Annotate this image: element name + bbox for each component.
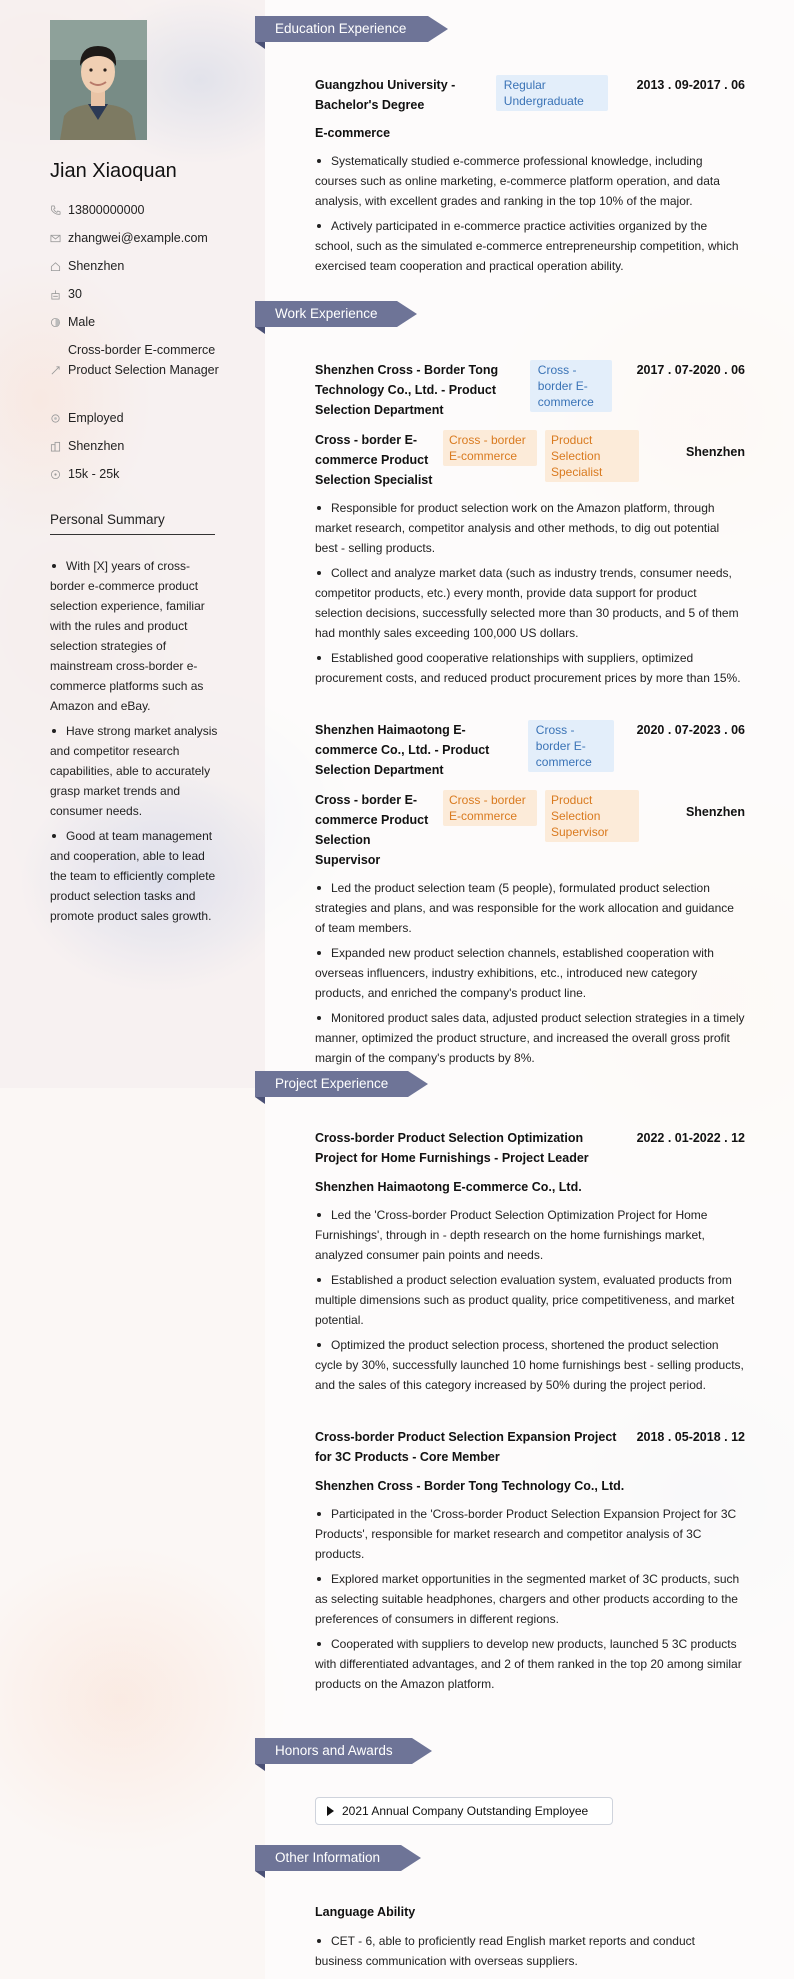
work-bullets bbox=[315, 498, 745, 688]
contact-email: zhangwei@example.com bbox=[50, 228, 220, 248]
contact-list bbox=[50, 200, 220, 492]
role-title: Cross - border E-commerce Product Selection Specialist bbox=[315, 433, 433, 487]
role-tag: Cross - border E-commerce bbox=[443, 430, 537, 466]
list-item: Expanded new product selection channels, established cooperation with overseas influencers, industry exhibitions, etc., introduced new category products, and enriched the company's product line. bbox=[315, 946, 714, 1000]
role-tag: Product Selection Specialist bbox=[545, 430, 639, 482]
salary-icon bbox=[50, 464, 68, 484]
status-icon bbox=[50, 408, 68, 428]
industry-tag: Cross - border E-commerce bbox=[528, 720, 614, 772]
degree-tag: Regular Undergraduate bbox=[496, 75, 608, 111]
contact-age: 30 bbox=[50, 284, 220, 304]
contact-position: Cross-border E-commerce Product Selection Manager bbox=[50, 340, 220, 400]
work-bullets bbox=[315, 878, 745, 1068]
list-item: Optimized the product selection process, shortened the product selection cycle by 30%, successfully launched 10 home furnishings best - selling products, and the sales of this category increased by 50% during the project period. bbox=[315, 1338, 744, 1392]
contact-city: Shenzhen bbox=[50, 436, 220, 456]
list-item: Established good cooperative relationships with suppliers, optimized procurement costs, and reduced product procurement prices by more than 15%. bbox=[315, 651, 741, 685]
briefcase-icon bbox=[50, 340, 68, 400]
work-entry bbox=[315, 360, 745, 693]
list-item: Established a product selection evaluation system, evaluated products from multiple dimensions such as product quality, price competitiveness, and market potential. bbox=[315, 1273, 735, 1327]
contact-phone: 13800000000 bbox=[50, 200, 220, 220]
list-item: With [X] years of cross-border e-commerce product selection experience, familiar with the rules and product selection strategies of mainstream cross-border e-commerce platforms such as Amazon and eBay. bbox=[50, 559, 205, 713]
mail-icon bbox=[50, 228, 68, 248]
list-item: Responsible for product selection work on the Amazon platform, through market research, competitor analysis and other methods, to dig out potential best - selling products. bbox=[315, 501, 720, 555]
project-bullets bbox=[315, 1504, 745, 1694]
project-entry bbox=[315, 1427, 745, 1699]
work-date: 2020 . 07-2023 . 06 bbox=[636, 723, 745, 737]
education-bullets bbox=[315, 151, 745, 276]
list-item: Led the product selection team (5 people), formulated product selection strategies and plans, and was responsible for the work allocation and guidance of team members. bbox=[315, 881, 734, 935]
avatar bbox=[50, 20, 147, 140]
list-item: Collect and analyze market data (such as industry trends, consumer needs, competitor products, etc.) every month, provide data support for product selection decisions, successfully selected more than 30 products, and 5 of them had monthly sales exceeding 100,000 US dollars. bbox=[315, 566, 739, 640]
list-item: Monitored product sales data, adjusted product selection strategies in a timely manner, optimized the product structure, and increased the overall gross profit margin of the company's products by 8%. bbox=[315, 1011, 745, 1065]
list-item: Led the 'Cross-border Product Selection Optimization Project for Home Furnishings', through in - depth research on the home furnishings market, analyzed consumer pain points and needs. bbox=[315, 1208, 708, 1262]
project-company: Shenzhen Cross - Border Tong Technology Co., Ltd. bbox=[315, 1479, 625, 1493]
education-date: 2013 . 09-2017 . 06 bbox=[636, 78, 745, 92]
role-tag: Cross - border E-commerce bbox=[443, 790, 537, 826]
project-title: Cross-border Product Selection Optimization Project for Home Furnishings - Project Leader bbox=[315, 1131, 589, 1165]
list-item: Participated in the 'Cross-border Product Selection Expansion Project for 3C Products', responsible for market research and competitor analysis of 3C products. bbox=[315, 1507, 737, 1561]
project-date: 2022 . 01-2022 . 12 bbox=[636, 1131, 745, 1145]
list-item: Actively participated in e-commerce practice activities organized by the school, such as the simulated e-commerce entrepreneurship competition, which exercised team cooperation and practical operation ability. bbox=[315, 219, 739, 273]
contact-salary: 15k - 25k bbox=[50, 464, 220, 484]
phone-icon bbox=[50, 200, 68, 220]
role-title: Cross - border E-commerce Product Selection Supervisor bbox=[315, 793, 429, 867]
project-bullets bbox=[315, 1205, 745, 1395]
home-icon bbox=[50, 256, 68, 276]
school-name: Guangzhou University - Bachelor's Degree bbox=[315, 78, 456, 112]
role-tag: Product Selection Supervisor bbox=[545, 790, 639, 842]
company-name: Shenzhen Cross - Border Tong Technology Co., Ltd. - Product Selection Department bbox=[315, 363, 499, 417]
industry-tag: Cross - border E-commerce bbox=[530, 360, 612, 412]
list-item: Cooperated with suppliers to develop new products, launched 5 3C products with differentiated advantages, and 2 of them ranked in the top 20 among similar products on the Amazon platform. bbox=[315, 1637, 742, 1691]
education-entry bbox=[315, 75, 745, 281]
profile-name: Jian Xiaoquan bbox=[50, 160, 177, 182]
list-item: Explored market opportunities in the segmented market of 3C products, such as selecting suitable headphones, chargers and other products according to the preferences of consumers in different regions. bbox=[315, 1572, 740, 1626]
work-city: Shenzhen bbox=[685, 445, 745, 459]
contact-gender: Male bbox=[50, 312, 220, 332]
list-item: CET - 6, able to proficiently read English market reports and conduct business communication with overseas suppliers. bbox=[315, 1934, 695, 1968]
contact-status: Employed bbox=[50, 408, 220, 428]
other-entry bbox=[315, 1902, 745, 1976]
other-bullets bbox=[315, 1931, 745, 1971]
list-item: Good at team management and cooperation, able to lead the team to efficiently complete product selection tasks and promote product sales growth. bbox=[50, 829, 216, 923]
award-item[interactable]: 2021 Annual Company Outstanding Employee bbox=[315, 1797, 613, 1825]
age-icon bbox=[50, 284, 68, 304]
project-title: Cross-border Product Selection Expansion Project for 3C Products - Core Member bbox=[315, 1430, 617, 1464]
personal-summary-title: Personal Summary bbox=[50, 512, 215, 535]
work-entry bbox=[315, 720, 745, 1073]
project-entry bbox=[315, 1128, 745, 1400]
project-company: Shenzhen Haimaotong E-commerce Co., Ltd. bbox=[315, 1180, 582, 1194]
work-city: Shenzhen bbox=[685, 805, 745, 819]
caret-right-icon bbox=[327, 1806, 334, 1816]
gender-icon bbox=[50, 312, 68, 332]
personal-summary-list bbox=[50, 556, 220, 931]
project-date: 2018 . 05-2018 . 12 bbox=[636, 1430, 745, 1444]
list-item: Systematically studied e-commerce professional knowledge, including courses such as online marketing, e-commerce platform operation, and data analysis, with excellent grades and ranking in the top 10% of the major. bbox=[315, 154, 720, 208]
work-date: 2017 . 07-2020 . 06 bbox=[636, 363, 745, 377]
major: E-commerce bbox=[315, 126, 391, 140]
company-name: Shenzhen Haimaotong E-commerce Co., Ltd. - Product Selection Department bbox=[315, 723, 490, 777]
contact-location: Shenzhen bbox=[50, 256, 220, 276]
language-title: Language Ability bbox=[315, 1905, 416, 1919]
city-icon bbox=[50, 436, 68, 456]
list-item: Have strong market analysis and competitor research capabilities, able to accurately grasp market trends and consumer needs. bbox=[50, 724, 218, 818]
